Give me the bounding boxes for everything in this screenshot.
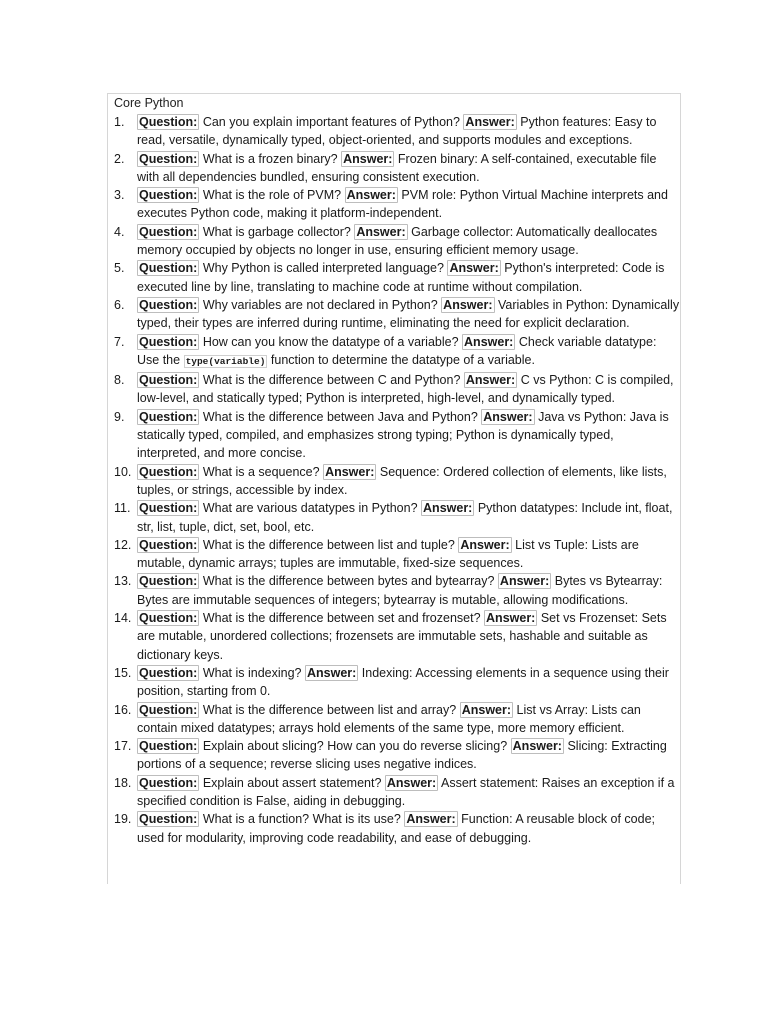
answer-label: Answer: [461,702,512,717]
question-text: Explain about assert statement? [202,775,382,790]
list-item [108,408,682,463]
question-label: Question: [139,261,198,276]
question-label: Question: [139,611,198,626]
item-text [137,664,680,701]
item-text [137,150,680,187]
answer-label: Answer: [512,739,562,754]
item-text [137,536,680,573]
question-text: What is the difference between list and array? [202,702,457,717]
question-label: Question: [139,501,198,516]
answer-label: Answer: [449,261,499,276]
list-item [108,186,682,223]
item-text [137,701,680,738]
answer-text: Variables in Python: Dynamically typed, their types are inferred during runtime, eliminating the need for explicit declaration. [137,297,680,331]
list-item [108,150,682,187]
question-text: What is indexing? [202,665,302,680]
question-text: What is a frozen binary? [202,151,338,166]
answer-text: Frozen binary: A self-contained, executable file with all dependencies bundled, ensuring consistent execution. [137,151,657,184]
question-text: What is a function? What is its use? [202,812,401,827]
item-number: 2. [114,151,125,166]
question-label: Question: [139,812,198,827]
answer-label: Answer: [464,334,514,349]
question-label: Question: [139,297,198,312]
list-item [108,810,682,847]
answer-label: Answer: [465,373,516,388]
list-item [108,774,682,811]
list-item [108,609,682,664]
list-item [108,664,682,701]
answer-text: Garbage collector: Automatically deallocates memory occupied by objects no longer in use, ensuring efficient memory usage. [137,224,658,258]
answer-text: Python datatypes: Include int, float, str, list, tuple, dict, set, bool, etc. [137,501,673,534]
answer-text: Python's interpreted: Code is executed line by line, translating to machine code at runtime without compilation. [137,261,665,294]
qa-list [108,113,682,847]
answer-label: Answer: [483,409,533,424]
answer-label: Answer: [406,812,456,827]
item-number: 15. [114,665,132,680]
answer-text: PVM role: Python Virtual Machine interprets and executes Python code, making it platform-independent. [137,188,668,221]
item-number: 9. [114,409,125,424]
answer-label: Answer: [346,188,396,203]
item-text [137,223,680,260]
item-number: 6. [114,297,125,312]
answer-text: Sequence: Ordered collection of elements, like lists, tuples, or strings, accessible by index. [137,464,667,497]
question-text: What is the difference between Java and Python? [202,409,478,424]
question-label: Question: [139,224,198,239]
list-item [108,463,682,500]
question-text: What is the role of PVM? [202,188,342,203]
answer-text: Set vs Frozenset: Sets are mutable, unordered collections; frozensets are immutable sets, hashable and suitable as dictionary keys. [137,611,667,662]
item-number: 7. [114,334,125,349]
list-item [108,371,682,408]
question-label: Question: [139,739,198,754]
item-number: 16. [114,702,132,717]
answer-label: Answer: [499,574,550,589]
item-number: 18. [114,775,132,790]
list-item [108,113,682,150]
question-label: Question: [139,188,198,203]
list-item [108,333,682,372]
question-text: How can you know the datatype of a variable? [202,334,459,349]
item-text [137,737,680,774]
question-text: What are various datatypes in Python? [202,501,418,516]
item-number: 3. [114,188,125,203]
answer-text: List vs Array: Lists can contain mixed datatypes; arrays hold elements of the same type, more memory efficient. [137,702,641,735]
list-item [108,259,682,296]
item-text [137,810,680,847]
question-text: What is the difference between bytes and bytearray? [202,574,495,589]
item-number: 5. [114,261,125,276]
answer-text: List vs Tuple: Lists are mutable, dynamic arrays; tuples are immutable, fixed-size sequences. [137,537,639,571]
question-label: Question: [139,537,198,552]
item-number: 17. [114,739,132,754]
answer-label: Answer: [356,224,406,239]
answer-text: Java vs Python: Java is statically typed, compiled, and emphasizes strong typing; Python is dynamically typed, interpreted, and more concise. [137,409,669,461]
question-label: Question: [139,151,198,166]
answer-text: Function: A reusable block of code; used for modularity, improving code readability, and ease of debugging. [137,812,656,845]
question-label: Question: [139,373,198,388]
item-text [137,499,680,536]
question-label: Question: [139,334,198,349]
answer-label: Answer: [486,611,536,626]
list-item [108,223,682,260]
item-number: 19. [114,812,132,827]
answer-text: Assert statement: Raises an exception if a specified condition is False, aiding in debugging. [137,775,675,808]
item-number: 11. [114,501,131,516]
item-text [137,609,680,664]
question-label: Question: [139,775,198,790]
question-text: What is the difference between set and frozenset? [202,611,481,626]
item-text [137,774,680,811]
item-number: 14. [114,611,132,626]
question-label: Question: [139,702,198,717]
item-text [137,333,680,372]
answer-label: Answer: [465,115,515,129]
inline-code: type(variable) [185,355,266,367]
item-text [137,371,680,408]
answer-text: C vs Python: C is compiled, low-level, and statically typed; Python is interpreted, high-level, and dynamically typed. [137,373,674,406]
item-text [137,259,680,296]
answer-label: Answer: [443,297,493,312]
page-title: Core Python [114,96,184,110]
item-text [137,572,680,609]
answer-text: Python features: Easy to read, versatile, dynamically typed, object-oriented, and supports modules and exceptions. [137,115,657,148]
item-text [137,113,680,150]
answer-label: Answer: [386,775,437,790]
question-text: What is the difference between C and Python? [202,373,461,388]
item-text [137,408,680,463]
answer-text: Check variable datatype: Use the [137,334,657,367]
answer-label: Answer: [423,501,473,516]
item-text [137,463,680,500]
question-label: Question: [139,665,198,680]
document-page [107,93,681,884]
list-item [108,572,682,609]
item-number: 10. [114,464,132,479]
question-label: Question: [139,464,198,479]
answer-text: function to determine the datatype of a variable. [270,352,535,367]
question-text: What is the difference between list and tuple? [202,537,455,552]
question-text: Why variables are not declared in Python? [202,297,438,312]
list-item [108,296,682,333]
answer-text: Bytes vs Bytearray: Bytes are immutable sequences of integers; bytearray is mutable, allowing modifications. [137,574,663,607]
list-item [108,536,682,573]
question-text: What is a sequence? [202,464,320,479]
answer-label: Answer: [306,665,357,680]
answer-label: Answer: [460,537,510,552]
answer-label: Answer: [343,151,393,166]
item-number: 8. [114,373,125,388]
list-item [108,737,682,774]
list-item [108,701,682,738]
item-number: 4. [114,224,125,239]
answer-text: Indexing: Accessing elements in a sequence using their position, starting from 0. [137,665,669,699]
item-number: 12. [114,537,132,552]
question-text: Why Python is called interpreted language? [202,261,444,276]
question-label: Question: [139,574,198,589]
item-text [137,186,680,223]
item-number: 1. [114,115,125,129]
list-item [108,499,682,536]
question-text: What is garbage collector? [202,224,351,239]
item-number: 13. [114,574,132,589]
question-label: Question: [139,115,198,129]
question-text: Can you explain important features of Python? [202,115,460,129]
question-text: Explain about slicing? How can you do reverse slicing? [202,739,508,754]
answer-label: Answer: [325,464,375,479]
question-label: Question: [139,409,198,424]
answer-text: Slicing: Extracting portions of a sequence; reverse slicing uses negative indices. [137,739,667,772]
item-text [137,296,680,333]
